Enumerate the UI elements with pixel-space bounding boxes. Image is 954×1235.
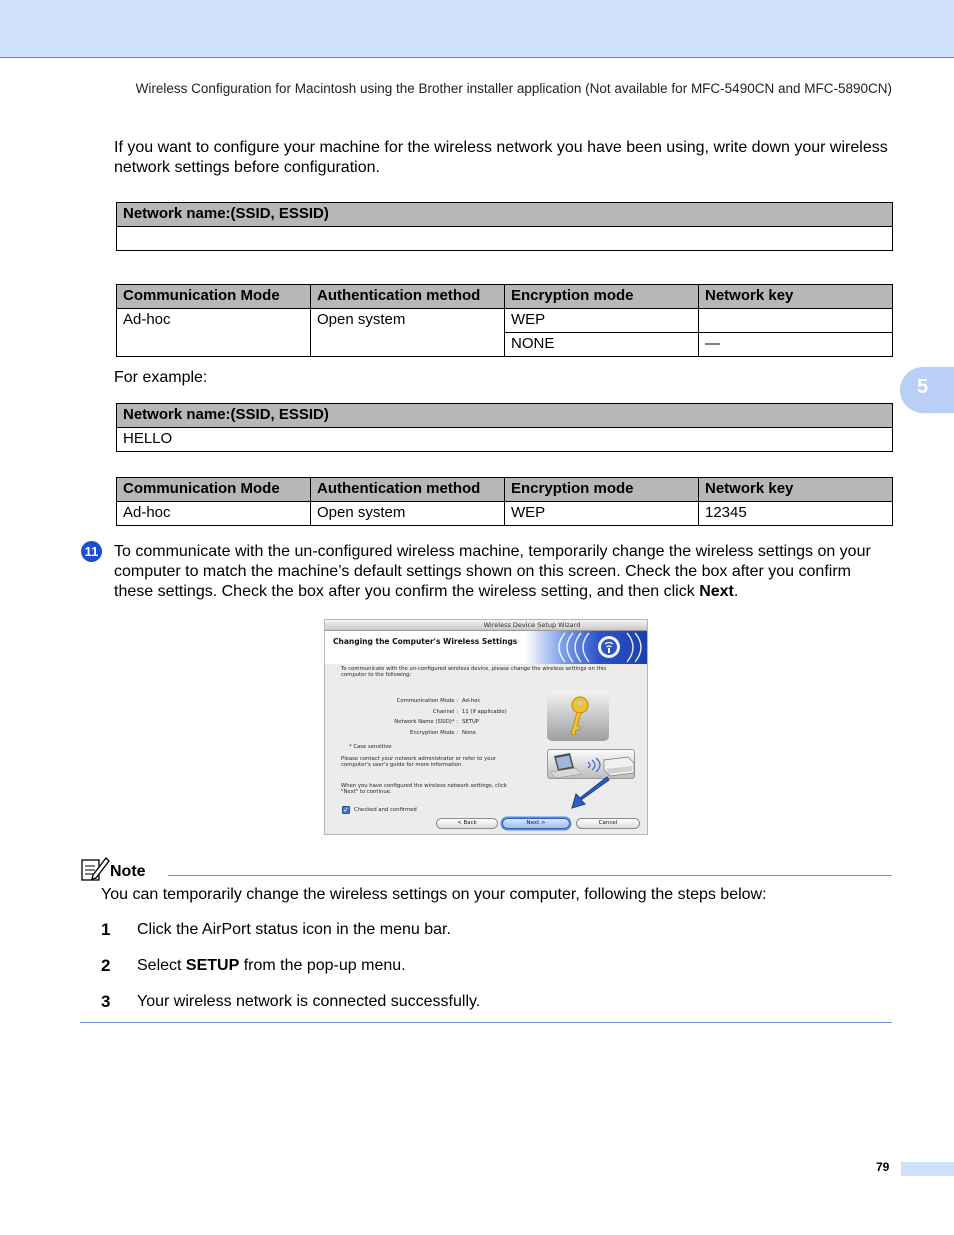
cell-auth: Open system bbox=[311, 502, 505, 526]
setting-label: Communication Mode : bbox=[396, 698, 458, 704]
note-step-text bbox=[137, 957, 406, 975]
laptop-printer-icon bbox=[547, 749, 635, 779]
step-number-badge: 11 bbox=[81, 541, 102, 562]
note-bottom-divider bbox=[80, 1022, 892, 1023]
note-label: Note bbox=[110, 863, 146, 880]
note-step-number: 3 bbox=[101, 992, 111, 1011]
col-header-auth: Authentication method bbox=[311, 285, 505, 309]
col-header-key: Network key bbox=[699, 478, 893, 502]
cell-enc: WEP bbox=[505, 502, 699, 526]
wireless-waves-icon bbox=[525, 631, 648, 664]
step-11-text-end: . bbox=[733, 583, 739, 600]
note-step-text-part: from the pop-up menu. bbox=[239, 957, 406, 974]
col-header-auth: Authentication method bbox=[311, 478, 505, 502]
page-number-bar bbox=[901, 1162, 954, 1176]
step-11-bold-next: Next bbox=[699, 583, 734, 600]
note-step-number: 1 bbox=[101, 920, 111, 939]
step-11-text bbox=[114, 542, 894, 602]
example-ssid-table bbox=[116, 403, 893, 452]
col-header-enc: Encryption mode bbox=[505, 285, 699, 309]
ssid-header: Network name:(SSID, ESSID) bbox=[117, 404, 893, 428]
note-divider bbox=[168, 875, 892, 876]
note-pencil-icon bbox=[80, 856, 110, 882]
checkbox-label: Checked and confirmed bbox=[354, 807, 417, 813]
instructions-line: computer to the following: bbox=[341, 672, 412, 678]
intro-paragraph: If you want to configure your machine for the wireless network you have been using, write down your wireless network settings before configuration. bbox=[114, 139, 888, 176]
confirm-checkbox[interactable]: ✓ bbox=[343, 806, 349, 814]
cell-comm: Ad-hoc bbox=[117, 502, 311, 526]
window-titlebar bbox=[325, 620, 648, 631]
note-step-text: Your wireless network is connected successfully. bbox=[137, 993, 481, 1010]
running-header: Wireless Configuration for Macintosh using the Brother installer application (Not available for MFC-5490CN and MFC-5890CN) bbox=[135, 81, 892, 96]
cell-key bbox=[699, 309, 893, 333]
contact-line: Please contact your network administrator or refer to your bbox=[341, 756, 496, 762]
example-label: For example: bbox=[114, 369, 208, 386]
contact-line: computer's user's guide for more information. bbox=[341, 762, 464, 768]
wireless-banner-graphic bbox=[525, 631, 648, 664]
note-step-number: 2 bbox=[101, 956, 111, 975]
banner-title: Changing the Computer's Wireless Settings bbox=[333, 637, 518, 646]
wizard-screenshot bbox=[324, 619, 648, 835]
cell-enc: NONE bbox=[505, 333, 699, 357]
arrow-pointer-icon bbox=[569, 776, 613, 810]
chapter-tab bbox=[900, 367, 954, 413]
key-icon bbox=[547, 691, 609, 741]
setting-value: SETUP bbox=[462, 719, 480, 725]
case-sensitive-note: * Case sensitive bbox=[349, 744, 392, 750]
cell-auth: Open system bbox=[311, 309, 505, 357]
page-header-band bbox=[0, 0, 954, 58]
col-header-key: Network key bbox=[699, 285, 893, 309]
setting-value: Ad-hoc bbox=[462, 698, 481, 704]
setting-label: Network Name (SSID)* : bbox=[394, 719, 458, 725]
step-11-text-part: To communicate with the un-configured wireless machine, temporarily change the wireless settings on your computer to match the machine’s default settings shown on this screen. Check the box after you confirm these settings. Check the box after you confirm the wireless setting, and then click bbox=[114, 543, 871, 600]
col-header-enc: Encryption mode bbox=[505, 478, 699, 502]
instructions-line: To communicate with the un-configured wireless device, please change the wireless settings on this bbox=[341, 666, 607, 672]
cell-enc: WEP bbox=[505, 309, 699, 333]
example-settings-table bbox=[116, 477, 893, 526]
note-step-text: Click the AirPort status icon in the menu bar. bbox=[137, 921, 451, 938]
settings-table bbox=[116, 284, 893, 357]
setting-value: 11 (if applicable) bbox=[462, 709, 507, 715]
ssid-value bbox=[117, 227, 893, 251]
cancel-button[interactable]: Cancel bbox=[576, 818, 640, 829]
chapter-number: 5 bbox=[917, 376, 929, 398]
cell-comm: Ad-hoc bbox=[117, 309, 311, 357]
next-button[interactable]: Next > bbox=[502, 818, 570, 829]
continue-line: "Next" to continue. bbox=[341, 789, 392, 795]
back-button[interactable]: < Back bbox=[436, 818, 498, 829]
cell-key: 12345 bbox=[699, 502, 893, 526]
ssid-table bbox=[116, 202, 893, 251]
cell-key: — bbox=[699, 333, 893, 357]
setting-label: Encryption Mode : bbox=[409, 730, 458, 736]
window-title: Wireless Device Setup Wizard bbox=[483, 621, 581, 629]
page-number: 79 bbox=[876, 1160, 890, 1174]
ssid-value: HELLO bbox=[117, 428, 893, 452]
continue-line: When you have configured the wireless network settings, click bbox=[341, 783, 507, 789]
setting-label: Channel : bbox=[432, 709, 458, 715]
setting-value: None bbox=[462, 730, 476, 736]
note-step-text-part: Select bbox=[137, 957, 186, 974]
note-text: You can temporarily change the wireless settings on your computer, following the steps below: bbox=[101, 886, 767, 903]
col-header-comm: Communication Mode bbox=[117, 478, 311, 502]
col-header-comm: Communication Mode bbox=[117, 285, 311, 309]
ssid-header: Network name:(SSID, ESSID) bbox=[117, 203, 893, 227]
setup-bold: SETUP bbox=[185, 957, 240, 974]
